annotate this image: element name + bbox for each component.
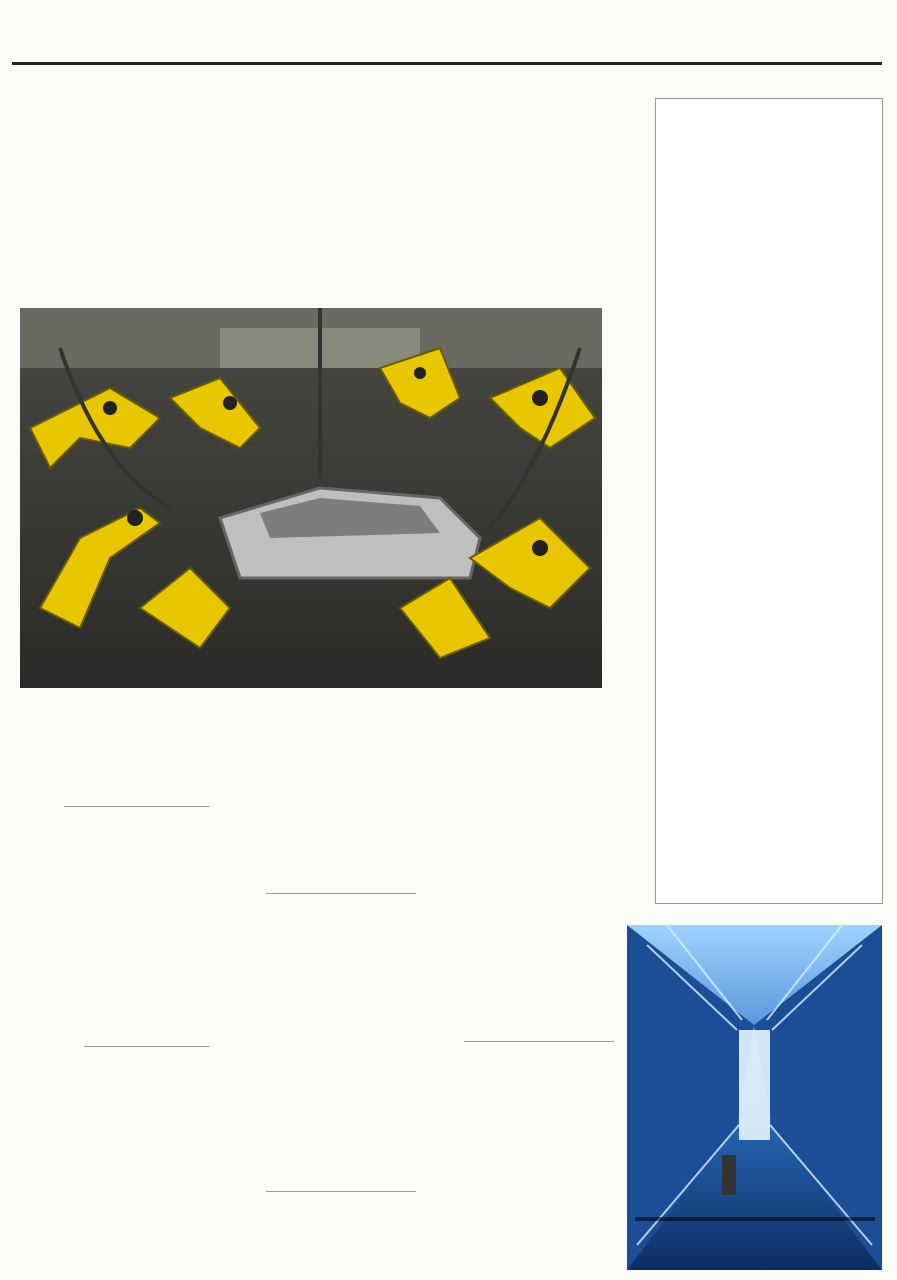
lead-column-3 <box>418 186 603 304</box>
industry-donut-chart <box>788 621 868 701</box>
data-center-caption <box>635 1217 875 1221</box>
data-center-photo <box>627 925 882 1270</box>
tag-rule <box>266 1191 416 1192</box>
column-2-text-d <box>228 1225 416 1273</box>
column-1-text-b <box>28 1082 213 1274</box>
column-1-text-a <box>28 845 213 1027</box>
tag-rule <box>464 1041 614 1042</box>
header-rule <box>12 62 882 65</box>
tag-rule <box>266 893 416 894</box>
column-3-text-b <box>425 1077 613 1272</box>
column-3-text-a <box>425 795 613 1017</box>
ranking-sidebar <box>655 98 883 904</box>
industry-distribution-chart <box>660 749 880 879</box>
column-2-text-b <box>228 930 416 1163</box>
lead-column-2 <box>220 186 410 304</box>
column-2-text-a <box>228 795 416 871</box>
factory-illustration <box>20 308 602 688</box>
lead-column-1 <box>22 186 212 304</box>
ownership-donut-chart <box>678 621 758 701</box>
factory-robots-photo <box>20 308 602 688</box>
tag-rule <box>84 1046 209 1047</box>
tag-rule <box>64 806 209 807</box>
